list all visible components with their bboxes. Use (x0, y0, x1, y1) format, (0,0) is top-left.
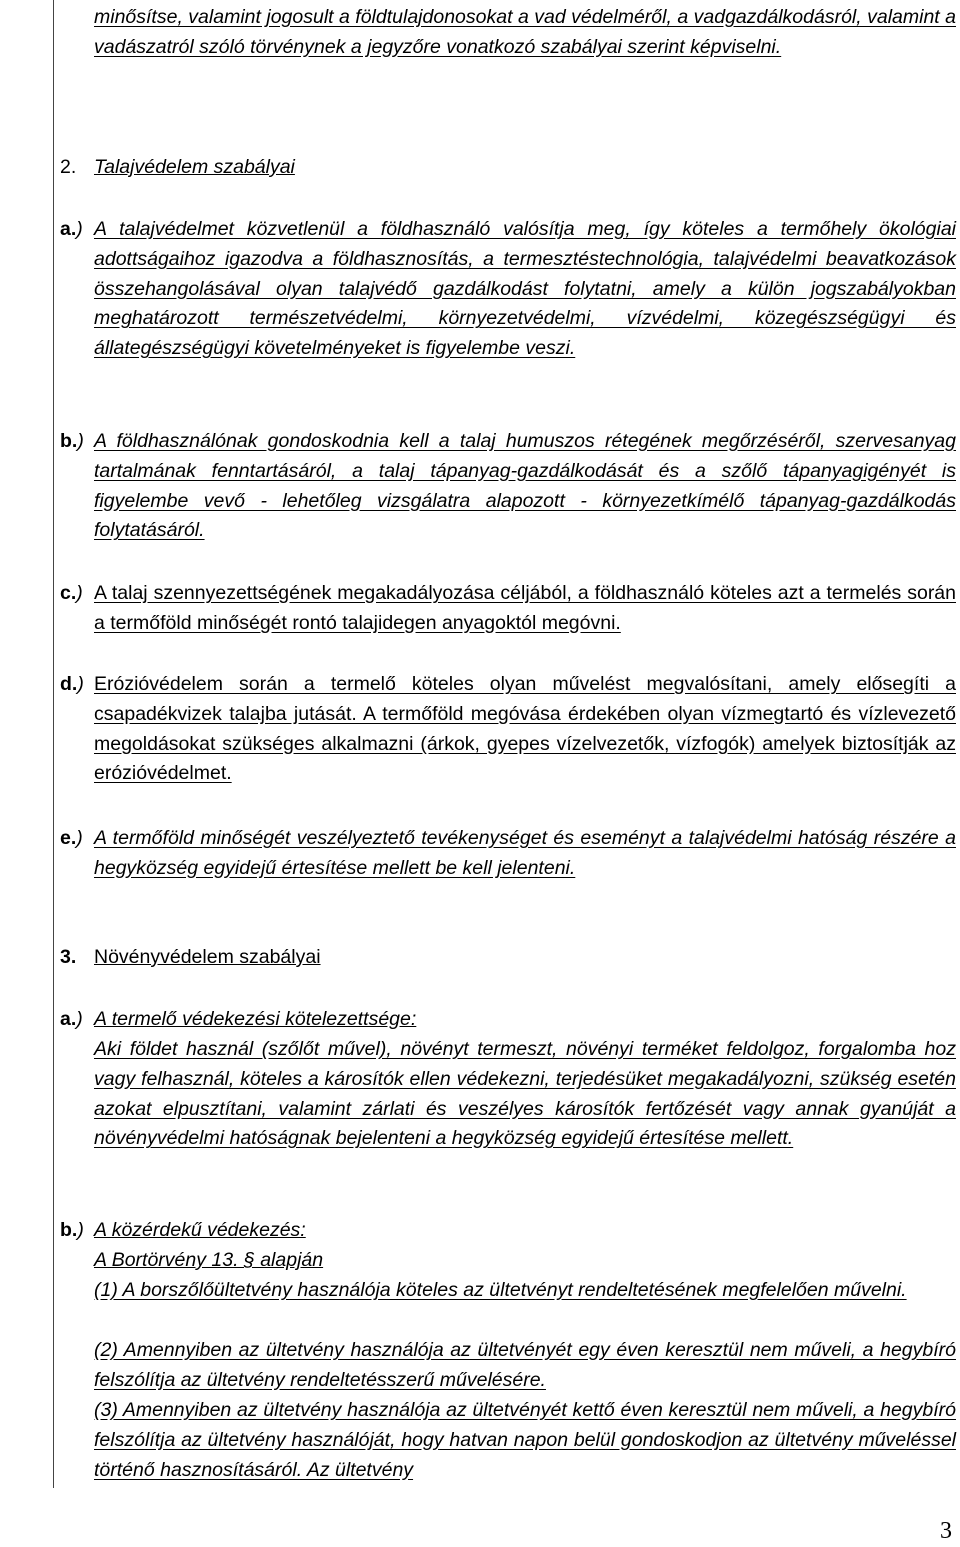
item-3b-marker: b.) (60, 1219, 84, 1241)
item-2c-marker: c.) (60, 582, 83, 604)
item-2d-marker: d.) (60, 673, 84, 695)
intro-paragraph: minősítse, valamint jogosult a földtulajdonosokat a vad védelméről, a vadgazdálkodásról, valamint a vadászatról szóló törvénynek a jegyzőre vonatkozó szabályai szerint képviselni. (94, 6, 956, 58)
item-2b-text: A földhasználónak gondoskodnia kell a talaj humuszos rétegének megőrzéséről, szervesanyag tartalmának fenntartásáról, a talaj tápanyag-gazdálkodását és a szőlő tápanyagigényét is figyelembe vevő - lehetőleg vizsgálatra alapozott - környezetkímélő tápanyag-gazdálkodás folytatásáról. (94, 430, 956, 542)
item-3b-paragraph-2: (2) Amennyiben az ültetvény használója az ültetvényét egy éven keresztül nem műveli, a hegybíró felszólítja az ültetvény rendeltetésszerű művelésére. (94, 1339, 956, 1391)
section-2-number: 2. (60, 156, 77, 178)
item-3a-marker: a.) (60, 1008, 83, 1030)
page-number: 3 (940, 1518, 952, 1544)
item-3a-heading: A termelő védekezési kötelezettsége: (94, 1008, 417, 1030)
item-2e-text: A termőföld minőségét veszélyeztető tevékenységet és eseményt a talajvédelmi hatóság részére a hegyközség egyidejű értesítése mellett be kell jelenteni. (94, 827, 956, 879)
section-2-title: Talajvédelem szabályai (94, 156, 295, 178)
item-2a-marker: a.) (60, 218, 83, 240)
item-3a-text: Aki földet használ (szőlőt művel), növényt termeszt, növényi terméket feldolgoz, forgalomba hoz vagy felhasznál, köteles a károsítók ellen védekezni, terjedésüket megakadályozni, szükség esetén azokat elpusztítani, valamint zárlati és veszélyes károsítók fertőzését vagy annak gyanúját a növényvédelmi hatóságnak bejelenteni a hegyközség egyidejű értesítése mellett. (94, 1038, 956, 1150)
item-2e-marker: e.) (60, 827, 83, 849)
item-2d-text: Erózióvédelem során a termelő köteles olyan művelést megvalósítani, amely elősegíti a csapadékvizek talajba jutását. A termőföld megóvása érdekében olyan vízmegtartó és vízlevezető megoldásokat szükséges alkalmazni (árkok, gyepes vízelvezetők, vízfogók) amelyek biztosítják az erózióvédelmet. (94, 673, 956, 785)
item-3b-paragraph-1: (1) A borszőlőültetvény használója köteles az ültetvényt rendeltetésének megfelelően művelni. (94, 1279, 907, 1301)
section-3-title: Növényvédelem szabályai (94, 946, 321, 968)
item-2c-text: A talaj szennyezettségének megakadályozása céljából, a földhasználó köteles azt a termelés során a termőföld minőségét rontó talajidegen anyagoktól megóvni. (94, 582, 956, 634)
law-reference: A Bortörvény 13. § alapján (94, 1249, 324, 1271)
margin-rule (53, 0, 54, 1488)
section-3-number: 3. (60, 946, 77, 968)
item-3b-paragraph-3: (3) Amennyiben az ültetvény használója az ültetvényét kettő éven keresztül nem műveli, a hegybíró felszólítja az ültetvény használóját, hogy hatvan napon belül gondoskodjon az ültetvény műveléssel történő hasznosításáról. Az ültetvény (94, 1399, 956, 1481)
item-3b-heading: A közérdekű védekezés: (94, 1219, 306, 1241)
item-2b-marker: b.) (60, 430, 84, 452)
item-2a-text: A talajvédelmet közvetlenül a földhasználó valósítja meg, így köteles a termőhely ökológiai adottságaihoz igazodva a földhasznosítás, a termesztéstechnológia, talajvédelmi beavatkozások összehangolásával olyan talajvédő gazdálkodást folytatni, amely a külön jogszabályokban meghatározott természetvédelmi, környezetvédelmi, vízvédelmi, közegészségügyi és állategészségügyi követelményeket is figyelembe veszi. (94, 218, 956, 360)
